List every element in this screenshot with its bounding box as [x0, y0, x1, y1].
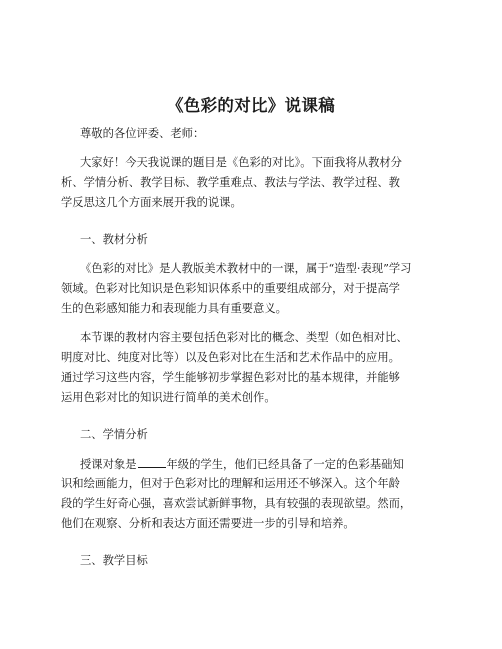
paragraph-line: 运用色彩对比的知识进行简单的美术创作。 — [61, 391, 276, 404]
paragraph-line: 领域。色彩对比知识是色彩知识体系中的重要组成部分，对于提高学 — [61, 282, 400, 295]
paragraph-line: 明度对比、纯度对比等）以及色彩对比在生活和艺术作品中的应用。 — [61, 351, 400, 364]
paragraph-line: 段的学生好奇心强，喜欢尝试新鲜事物，具有较强的表现欲望。然而， — [61, 497, 412, 510]
paragraph-line — [80, 457, 404, 472]
paragraph-line: 本节课的教材内容主要包括色彩对比的概念、类型（如色相对比、 — [80, 331, 408, 344]
greeting: 尊敬的各位评委、老师： — [80, 127, 205, 140]
paragraph-line: 识和绘画能力，但对于色彩对比的理解和运用还不够深入。这个年龄 — [61, 477, 400, 490]
fill-in-blank — [138, 457, 166, 468]
document-title: 《色彩的对比》说课稿 — [167, 96, 335, 115]
section-heading: 一、教材分析 — [80, 233, 148, 246]
paragraph-line: 通过学习这些内容，学生能够初步掌握色彩对比的基本规律，并能够 — [61, 371, 400, 384]
intro-line: 析、学情分析、教学目标、教学重难点、教法与学法、教学过程、教 — [61, 176, 400, 189]
text-segment: 授课对象是 — [80, 458, 137, 471]
paragraph-line: 生的色彩感知能力和表现能力具有重要意义。 — [61, 302, 287, 315]
section-heading: 二、学情分析 — [80, 428, 148, 441]
intro-line: 学反思这几个方面来展开我的说课。 — [61, 196, 242, 209]
text-segment: 年级的学生，他们已经具备了一定的色彩基础知 — [166, 458, 404, 471]
paragraph-line: 他们在观察、分析和表达方面还需要进一步的引导和培养。 — [61, 517, 355, 530]
paragraph-line: 《色彩的对比》是人教版美术教材中的一课，属于“造型·表现”学习 — [80, 262, 412, 275]
intro-line: 大家好！今天我说课的题目是《色彩的对比》。下面我将从教材分 — [80, 156, 402, 169]
section-heading: 三、教学目标 — [80, 554, 148, 567]
